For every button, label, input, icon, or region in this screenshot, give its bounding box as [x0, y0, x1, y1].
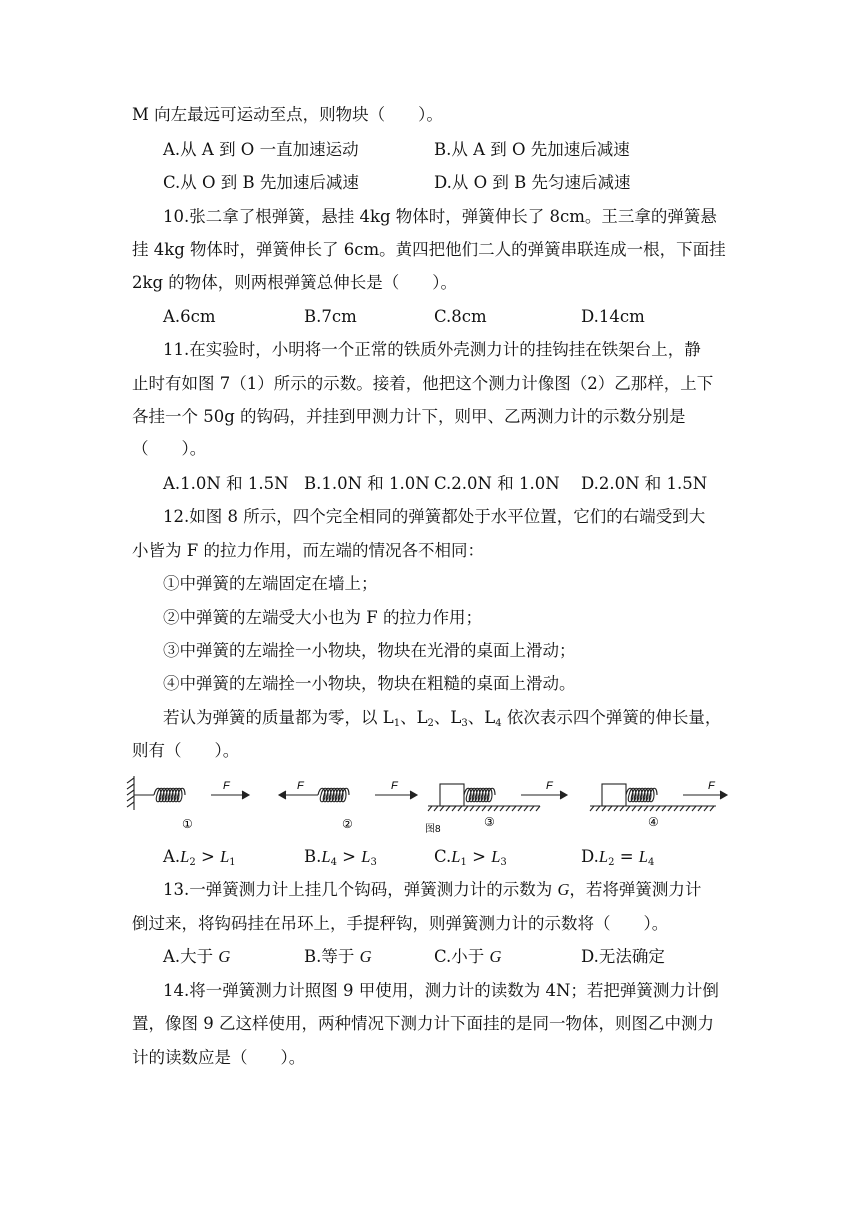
spring-coil-4	[626, 788, 657, 802]
q11-option-d: D.2.0N 和 1.5N	[581, 474, 708, 493]
q12-case-2: ②中弹簧的左端受大小也为 F 的拉力作用；	[163, 608, 482, 627]
q12-case-1: ①中弹簧的左端固定在墙上；	[163, 574, 378, 593]
case-number-2: ②	[342, 817, 353, 831]
case-number-3: ③	[484, 815, 495, 829]
q11-stem-line1: 11.在实验时，小明将一个正常的铁质外壳测力计的挂钩挂在铁架台上，静	[163, 340, 701, 359]
q12-option-d: $D.L_2 = L_4$	[581, 847, 655, 868]
q13-option-b: B.等于 G	[304, 947, 372, 966]
q13-option-a: A.大于 G	[163, 947, 231, 966]
q12-ask-line1: 若认为弹簧的质量都为零，以 $L_1$、$L_2$、$L_3$、$L_4$ 依次表示四个弹簧的伸长量，	[163, 708, 722, 729]
case-number-4: ④	[648, 815, 659, 829]
q10-option-d: D.14cm	[581, 307, 645, 326]
q13-g-symbol: G	[557, 880, 570, 899]
q10-option-a: A.6cm	[163, 307, 216, 326]
q9-option-b: B.从 A 到 O 先加速后减速	[434, 140, 630, 159]
q12-ask-suffix: 依次表示四个弹簧的伸长量，	[506, 708, 722, 727]
q12-case-4: ④中弹簧的左端拴一小物块，物块在粗糙的桌面上滑动。	[163, 674, 576, 693]
force-label-2-right: F	[391, 780, 398, 792]
force-label-2-left: F	[297, 780, 304, 792]
q9-option-a: A.从 A 到 O 一直加速运动	[163, 140, 359, 159]
q10-option-c: C.8cm	[434, 307, 487, 326]
spring-coil-3	[464, 788, 495, 802]
case-number-1: ①	[182, 817, 193, 831]
q12-stem-line1: 12.如图 8 所示，四个完全相同的弹簧都处于水平位置，它们的右端受到大	[163, 507, 706, 526]
q11-option-a: A.1.0N 和 1.5N	[163, 474, 289, 493]
figure-caption: 图8	[425, 824, 441, 835]
q11-stem-line3: 各挂一个 50g 的钩码，并挂到甲测力计下，则甲、乙两测力计的示数分别是	[132, 407, 686, 426]
figure-8-springs	[120, 768, 740, 840]
q12-option-c: $C.L_1 > L_3$	[434, 847, 507, 868]
q13-stem-line1: 13.一弹簧测力计上挂几个钩码，弹簧测力计的示数为 G，若将弹簧测力计	[163, 880, 702, 899]
q9-option-d: D.从 O 到 B 先匀速后减速	[434, 173, 631, 192]
q9-stem-continuation: M 向左最远可运动至点，则物块（ ）。	[132, 105, 443, 124]
q12-ask-prefix: 若认为弹簧的质量都为零，以 L	[163, 708, 394, 727]
q11-stem-line4: （ ）。	[132, 439, 207, 458]
q12-option-b: $B.L_4 > L_3$	[304, 847, 377, 868]
q10-stem-line1: 10.张二拿了根弹簧，悬挂 4kg 物体时，弹簧伸长了 8cm。王三拿的弹簧悬	[163, 207, 717, 226]
spring-diagram-4	[590, 784, 727, 811]
q10-option-b: B.7cm	[304, 307, 357, 326]
q12-case-3: ③中弹簧的左端拴一小物块，物块在光滑的桌面上滑动；	[163, 641, 576, 660]
q11-option-b: B.1.0N 和 1.0N	[304, 474, 430, 493]
force-label-1: F	[223, 780, 230, 792]
q14-stem-line3: 计的读数应是（ ）。	[132, 1048, 306, 1067]
q12-ask-line2: 则有（ ）。	[132, 741, 240, 760]
q10-stem-line3: 2kg 的物体，则两根弹簧总伸长是（ ）。	[132, 273, 458, 292]
spring-coil-1	[154, 788, 185, 802]
q11-option-c: C.2.0N 和 1.0N	[434, 474, 560, 493]
q13-stem-line2: 倒过来，将钩码挂在吊环上，手提秤钩，则弹簧测力计的示数将（ ）。	[132, 914, 669, 933]
q10-stem-line2: 挂 4kg 物体时，弹簧伸长了 6cm。黄四把他们二人的弹簧串联连成一根，下面挂	[132, 240, 726, 259]
q14-stem-line2: 置，像图 9 乙这样使用，两种情况下测力计下面挂的是同一物体，则图乙中测力	[132, 1014, 714, 1033]
force-label-3: F	[546, 780, 553, 792]
q12-option-a: $A.L_2 > L_1$	[163, 847, 236, 868]
q11-stem-line2: 止时有如图 7（1）所示的示数。接着，他把这个测力计像图（2）乙那样，上下	[132, 374, 714, 393]
q14-stem-line1: 14.将一弹簧测力计照图 9 甲使用，测力计的读数为 4N；若把弹簧测力计倒	[163, 981, 719, 1000]
spring-diagram-1	[127, 776, 249, 810]
q9-option-c: C.从 O 到 B 先加速后减速	[163, 173, 359, 192]
q13-option-c: C.小于 G	[434, 947, 502, 966]
q13-option-d: D.无法确定	[581, 947, 665, 966]
spring-coil-2	[318, 788, 349, 802]
q12-stem-line2: 小皆为 F 的拉力作用，而左端的情况各不相同：	[132, 541, 484, 560]
force-label-4: F	[708, 780, 715, 792]
